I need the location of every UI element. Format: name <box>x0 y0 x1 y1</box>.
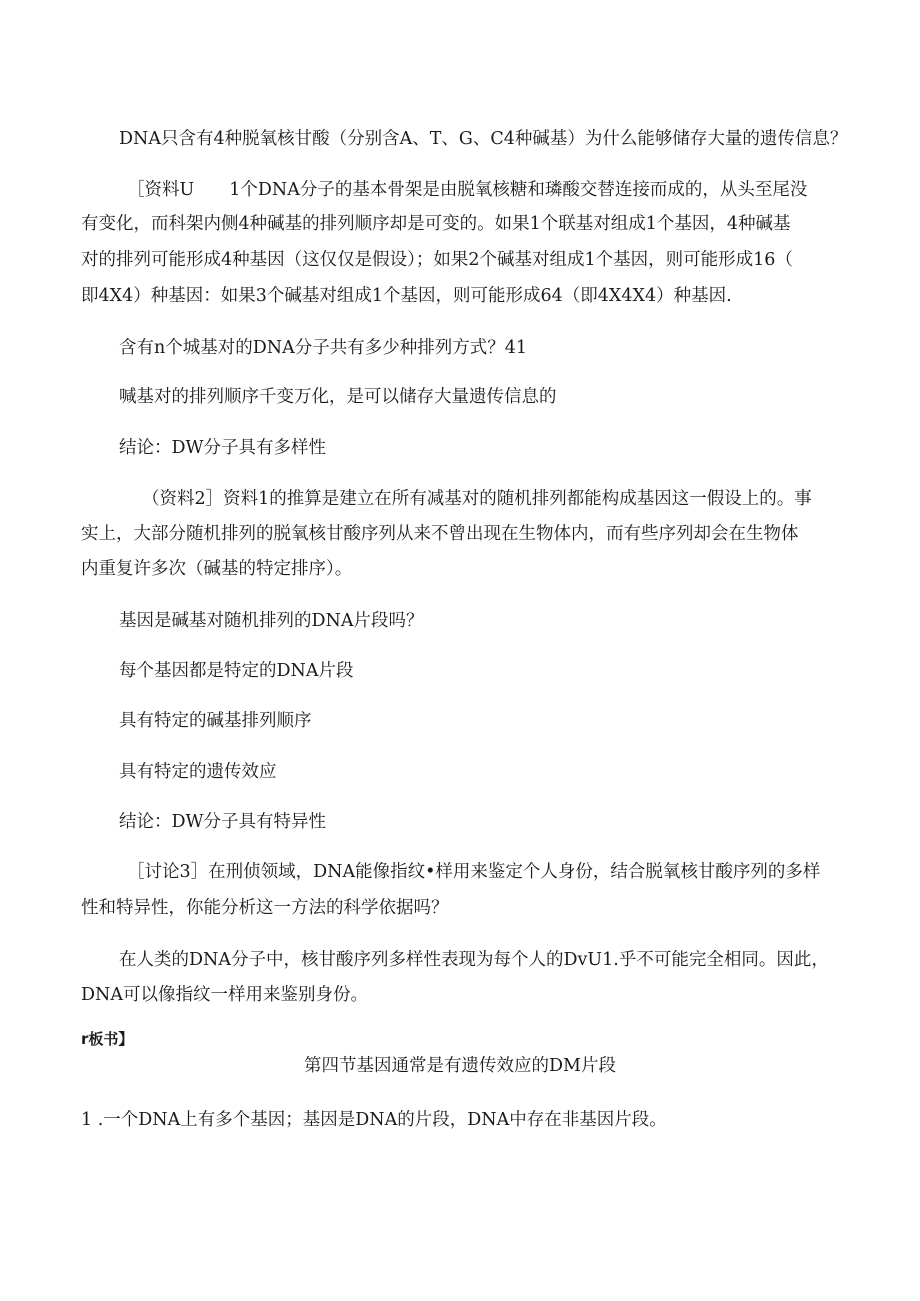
material-1-line: 有变化，而科架内侧4种碱基的排列顺序却是可变的。如果1个联基对组成1个基因，4种碱基 <box>81 214 791 234</box>
discussion-3-line: 性和特异性，你能分析这一方法的科学依据吗？ <box>81 898 449 918</box>
material-1-line: 即4X4）种基因：如果3个碱基对组成1个基因，则可能形成64（即4X4X4）种基因. <box>81 286 732 306</box>
answer-line: 在人类的DNA分子中，核甘酸序列多样性表现为每个人的DvU1.乎不可能完全相同。因此， <box>119 950 829 970</box>
material-1-line: ［资料U 1个DNA分子的基本骨架是由脱氧核糖和璘酸交替连接而成的，从头至尾没 <box>127 180 808 200</box>
material-2-line: 内重复许多次（碱基的特定排序）。 <box>81 559 353 579</box>
conclusion-diversity: 结论：DW分子具有多样性 <box>119 438 327 458</box>
pairs-order-text: 喊基对的排列顺序千变万化，是可以储存大量遗传信息的 <box>119 387 557 407</box>
question-gene-random: 基因是碱基对随机排列的DNA片段吗？ <box>119 611 424 631</box>
question-n-pairs: 含有n个城基对的DNA分子共有多少种排列方式？41 <box>119 338 528 358</box>
specific-order: 具有特定的碱基排列顺序 <box>119 711 312 731</box>
blackboard-point-1: 1 .一个DNA上有多个基因；基因是DNA的片段，DNA中存在非基因片段。 <box>81 1110 667 1130</box>
conclusion-specificity: 结论：DW分子具有特异性 <box>119 812 327 832</box>
material-1-line: 对的排列可能形成4种基因（这仅仅是假设）；如果2个碱基对组成1个基因，则可能形成16（ <box>81 250 793 270</box>
answer-line: DNA可以像指纹一样用来鉴别身份。 <box>81 985 368 1005</box>
discussion-3-line: ［讨论3］在刑侦领域，DNA能像指纹•样用来鉴定个人身份，结合脱氧核甘酸序列的多样 <box>127 862 821 882</box>
specific-effect: 具有特定的遗传效应 <box>119 762 277 782</box>
each-gene-specific: 每个基因都是特定的DNA片段 <box>119 661 354 681</box>
blackboard-heading: r板书】 <box>81 1030 134 1048</box>
material-2-line: 实上，大部分随机排列的脱氧核甘酸序列从来不曾出现在生物体内，而有些序列却会在生物体 <box>81 524 799 544</box>
blackboard-title: 第四节基因通常是有遗传效应的DM片段 <box>304 1056 616 1076</box>
question-dna-info: DNA只含有4种脱氧核甘酸（分别含A、T、G、C4种碱基）为什么能够储存大量的遗传信息？ <box>119 129 848 149</box>
material-2-line: （资料2］资料1的推算是建立在所有减基对的随机排列都能构成基因这一假设上的。事 <box>142 489 812 509</box>
